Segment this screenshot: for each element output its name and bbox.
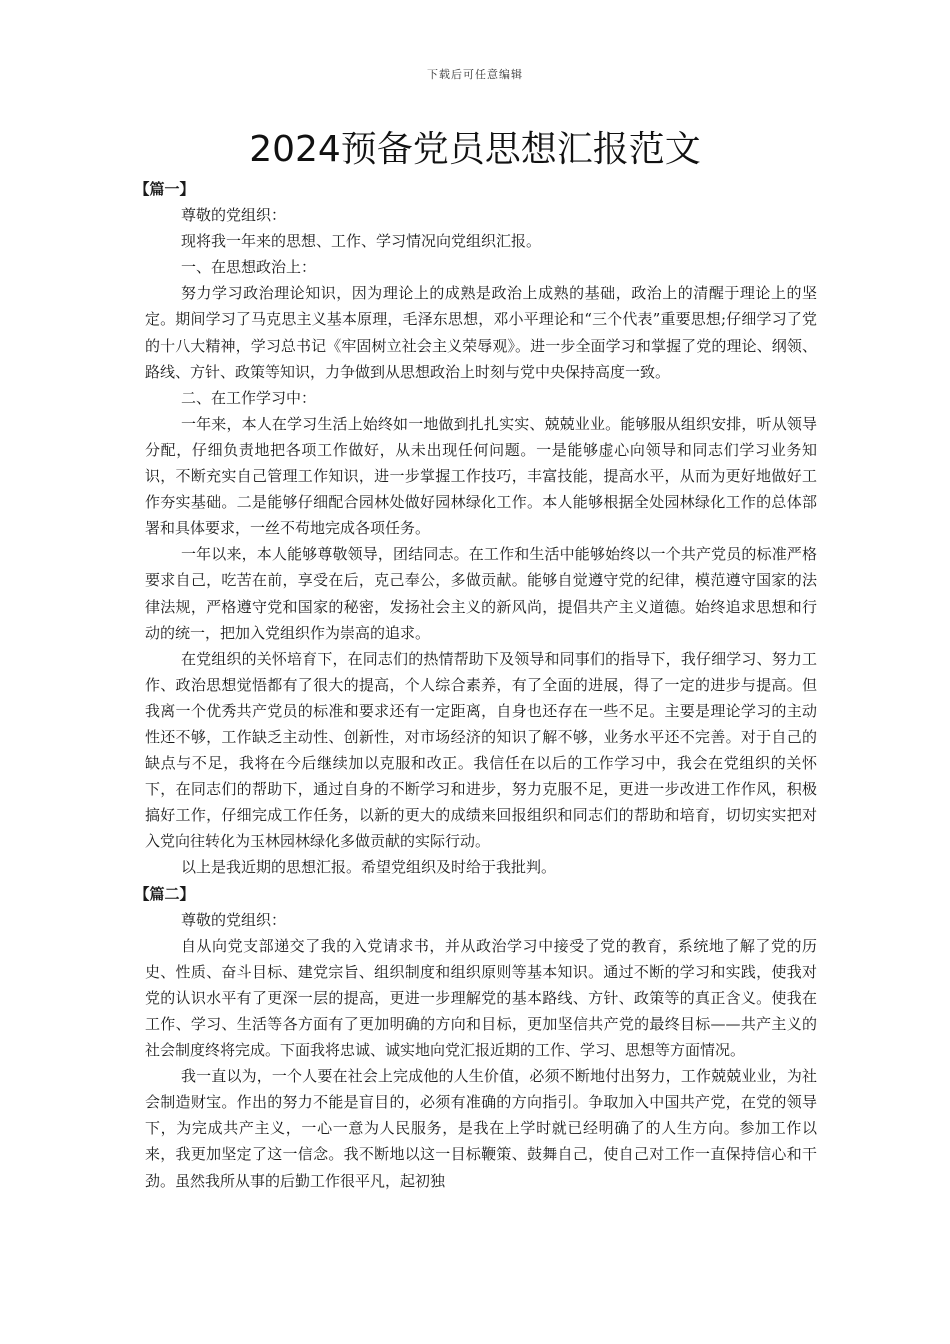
paragraph: 在党组织的关怀培育下，在同志们的热情帮助下及领导和同事们的指导下，我仔细学习、努力工作、政治思想觉悟都有了很大的提高，个人综合素养，有了全面的进展，得了一定的进步与提高。但我离一个优秀共产党员的标准和要求还有一定距离，自身也还存在一些不足。主要是理论学习的主动性还不够，工作缺乏主动性、创新性，对市场经济的知识了解不够，业务水平还不完善。对于自己的缺点与不足，我将在今后继续加以克服和改正。我信任在以后的工作学习中，我会在党组织的关怀下，在同志们的帮助下，通过自身的不断学习和进步，努力克服不足，更进一步改进工作作风，积极搞好工作，仔细完成工作任务，以新的更大的成绩来回报组织和同志们的帮助和培育，切切实实把对入党向往转化为玉林园林绿化多做贡献的实际行动。 xyxy=(145,649,817,851)
paragraph: 努力学习政治理论知识，因为理论上的成熟是政治上成熟的基础，政治上的清醒于理论上的坚定。期间学习了马克思主义基本原理，毛泽东思想，邓小平理论和“三个代表”重要思想;仔细学习了党的十八大精神，学习总书记《牢固树立社会主义荣辱观》。进一步全面学习和掌握了党的理论、纲领、路线、方针、政策等知识，力争做到从思想政治上时刻与党中央保持高度一致。 xyxy=(145,284,817,381)
paragraph: 一年以来，本人能够尊敬领导，团结同志。在工作和生活中能够始终以一个共产党员的标准严格要求自己，吃苦在前，享受在后，克己奉公，多做贡献。能够自觉遵守党的纪律，模范遵守国家的法律法规，严格遵守党和国家的秘密，发扬社会主义的新风尚，提倡共产主义道德。始终追求思想和行动的统一，把加入党组织作为崇高的追求。 xyxy=(145,545,817,642)
paragraph: 以上是我近期的思想汇报。希望党组织及时给于我批判。 xyxy=(181,858,557,877)
subheading: 二、在工作学习中： xyxy=(181,388,317,407)
section-label-1: 【篇一】 xyxy=(134,180,195,198)
paragraph: 一年来，本人在学习生活上始终如一地做到扎扎实实、兢兢业业。能够服从组织安排，听从领导分配，仔细负责地把各项工作做好，从未出现任何问题。一是能够虚心向领导和同志们学习业务知识，不断充实自己管理工作知识，进一步掌握工作技巧，丰富技能，提高水平，从而为更好地做好工作夯实基础。二是能够仔细配合园林处做好园林绿化工作。本人能够根据全处园林绿化工作的总体部署和具体要求，一丝不苟地完成各项任务。 xyxy=(145,414,817,538)
section-label-2: 【篇二】 xyxy=(134,884,195,903)
salutation: 尊敬的党组织： xyxy=(181,206,287,225)
paragraph: 现将我一年来的思想、工作、学习情况向党组织汇报。 xyxy=(181,232,542,251)
page-title: 2024预备党员思想汇报范文 xyxy=(249,129,701,170)
paragraph: 我一直以为，一个人要在社会上完成他的人生价值，必须不断地付出努力，工作兢兢业业，为社会制造财宝。作出的努力不能是盲目的，必须有准确的方向指引。争取加入中国共产党，在党的领导下，为完成共产主义，一心一意为人民服务，是我在上学时就已经明确了的人生方向。参加工作以来，我更加坚定了这一信念。我不断地以这一目标鞭策、鼓舞自己，使自己对工作一直保持信心和干劲。虽然我所从事的后勤工作很平凡，起初独 xyxy=(145,1067,817,1190)
subheading: 一、在思想政治上： xyxy=(181,258,317,277)
paragraph: 自从向党支部递交了我的入党请求书，并从政治学习中接受了党的教育，系统地了解了党的历史、性质、奋斗目标、建党宗旨、组织制度和组织原则等基本知识。通过不断的学习和实践，使我对党的认识水平有了更深一层的提高，更进一步理解党的基本路线、方针、政策等的真正含义。使我在工作、学习、生活等各方面有了更加明确的方向和目标，更加坚信共产党的最终目标——共产主义的社会制度终将完成。下面我将忠诚、诚实地向党汇报近期的工作、学习、思想等方面情况。 xyxy=(145,936,817,1060)
header-note: 下载后可任意编辑 xyxy=(427,68,523,81)
document-body xyxy=(134,176,817,1194)
salutation: 尊敬的党组织： xyxy=(181,910,287,929)
